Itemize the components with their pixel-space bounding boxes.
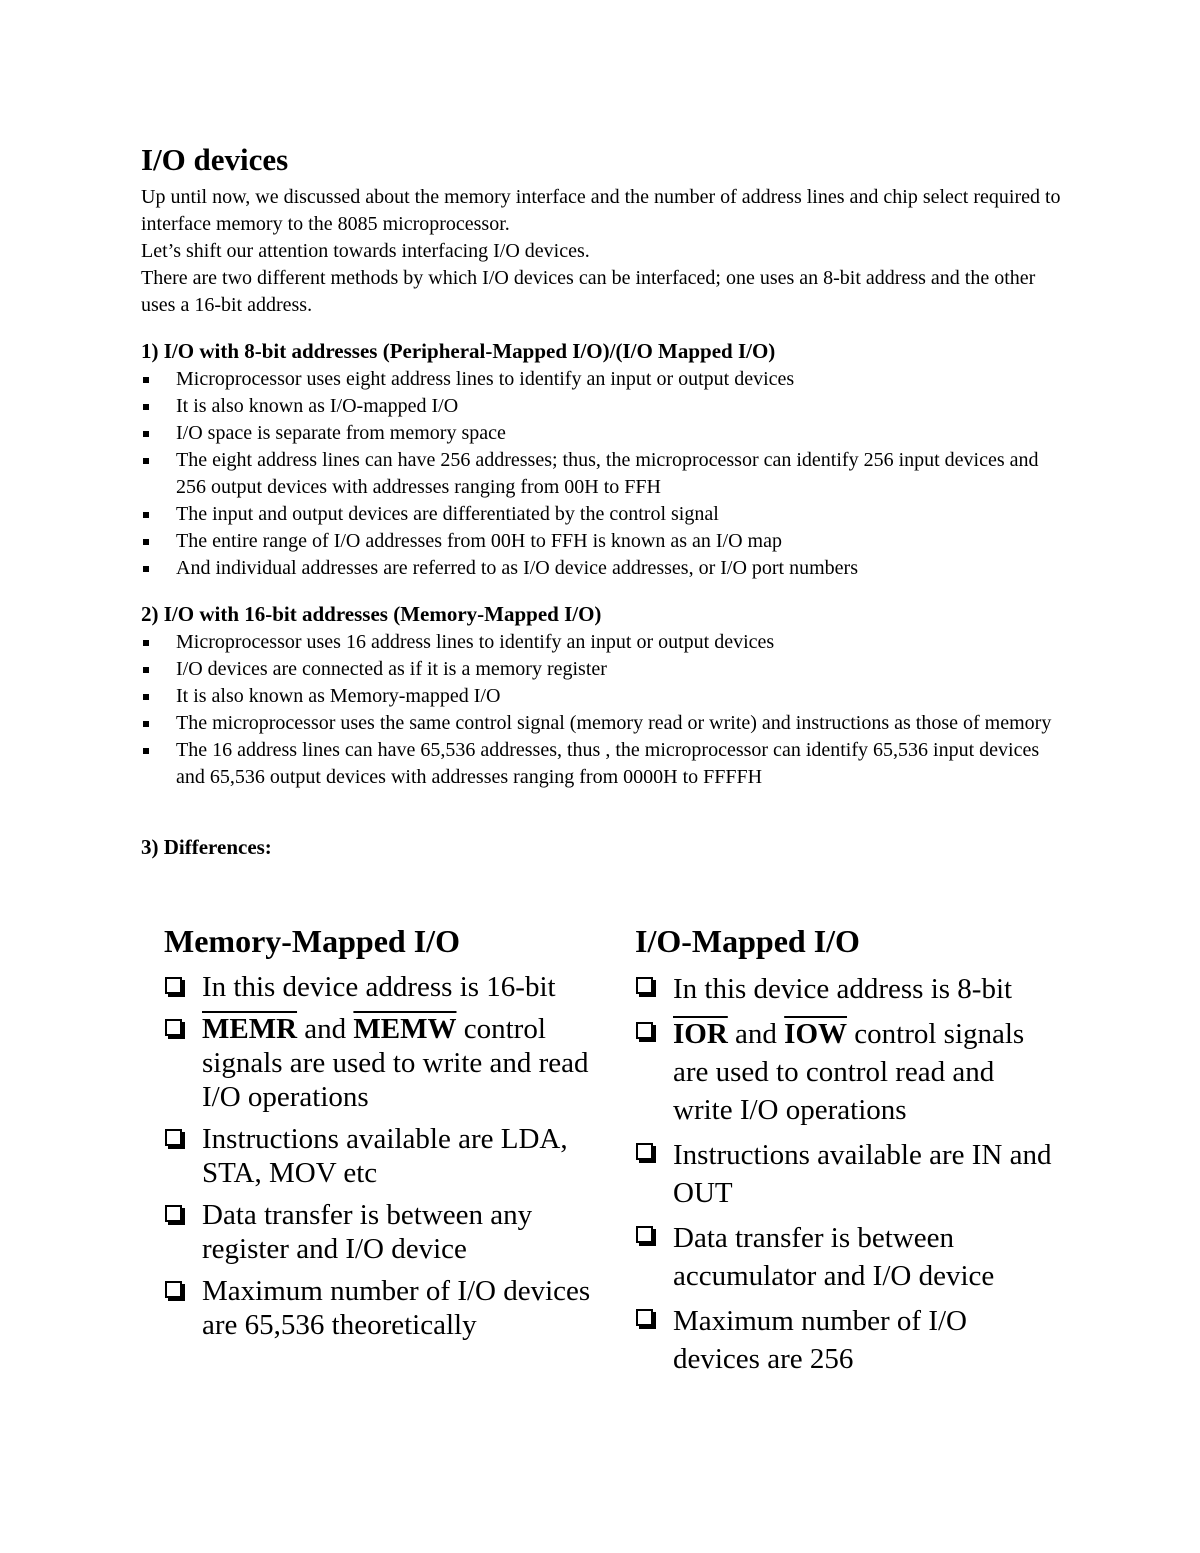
page-title: I/O devices: [141, 142, 289, 177]
square-bullet-icon: [143, 640, 149, 646]
io-mapped-column: [635, 920, 1055, 1385]
square-bullet-icon: [143, 377, 149, 383]
section-8bit-heading: 1) I/O with 8-bit addresses (Peripheral-Mapped I/O)/(I/O Mapped I/O): [141, 339, 776, 363]
list-item: Data transfer is between accumulator and I/O device: [635, 1219, 1055, 1295]
intro-paragraph-3: There are two different methods by which I/O devices can be interfaced; one uses an 8-bit address and the other uses a 16-bit address.: [141, 267, 1036, 316]
square-bullet-icon: [143, 404, 149, 410]
io-mapped-list: [635, 970, 1055, 1378]
checkbox-bullet-icon: [636, 1143, 653, 1160]
list-item: The entire range of I/O addresses from 00H to FFH is known as an I/O map: [141, 528, 1066, 555]
list-item: Microprocessor uses 16 address lines to identify an input or output devices: [141, 629, 1066, 656]
checkbox-bullet-icon: [636, 1226, 653, 1243]
section-8bit: [141, 337, 1066, 582]
square-bullet-icon: [143, 748, 149, 754]
square-bullet-icon: [143, 694, 149, 700]
checkbox-bullet-icon: [165, 977, 182, 994]
list-item: Data transfer is between any register and I/O device: [164, 1198, 604, 1266]
section-8bit-list: [141, 366, 1066, 582]
list-item: Maximum number of I/O devices are 65,536 theoretically: [164, 1274, 604, 1342]
square-bullet-icon: [143, 566, 149, 572]
list-item: Instructions available are IN and OUT: [635, 1136, 1055, 1212]
list-item: It is also known as I/O-mapped I/O: [141, 393, 1066, 420]
intro-paragraph-2: Let’s shift our attention towards interfacing I/O devices.: [141, 240, 590, 262]
list-item: $\overline{IOR}$ and $\overline{IOW}$ control signals are used to control read and write I/O operations: [635, 1015, 1055, 1129]
square-bullet-icon: [143, 458, 149, 464]
list-item: The microprocessor uses the same control signal (memory read or write) and instructions as those of memory: [141, 710, 1066, 737]
list-item: I/O space is separate from memory space: [141, 420, 1066, 447]
list-item: The 16 address lines can have 65,536 addresses, thus , the microprocessor can identify 65,536 input devices and 65,536 output devices with addresses ranging from 0000H to FFFFH: [141, 737, 1066, 791]
section-differences-heading: 3) Differences:: [141, 835, 272, 859]
ior-signal: $\overline{IOR}$: [673, 1018, 728, 1050]
list-item: It is also known as Memory-mapped I/O: [141, 683, 1066, 710]
io-mapped-title: I/O-Mapped I/O: [635, 923, 860, 959]
square-bullet-icon: [143, 721, 149, 727]
memory-mapped-column: [164, 920, 604, 1350]
list-item: MEMR and MEMW control signals are used to write and read I/O operations: [164, 1012, 604, 1114]
checkbox-bullet-icon: [165, 1281, 182, 1298]
square-bullet-icon: [143, 431, 149, 437]
checkbox-bullet-icon: [165, 1205, 182, 1222]
list-item: The eight address lines can have 256 addresses; thus, the microprocessor can identify 256 input devices and 256 output devices with addresses ranging from 00H to FFH: [141, 447, 1066, 501]
list-item: Instructions available are LDA, STA, MOV etc: [164, 1122, 604, 1190]
document-page: [141, 140, 1066, 862]
checkbox-bullet-icon: [165, 1019, 182, 1036]
list-item: In this device address is 16-bit: [164, 970, 604, 1004]
square-bullet-icon: [143, 667, 149, 673]
section-16bit-heading: 2) I/O with 16-bit addresses (Memory-Mapped I/O): [141, 602, 602, 626]
iow-signal: $\overline{IOW}$: [784, 1018, 848, 1050]
memory-mapped-title: Memory-Mapped I/O: [164, 923, 460, 959]
square-bullet-icon: [143, 512, 149, 518]
section-16bit-list: [141, 629, 1066, 791]
list-item: The input and output devices are differentiated by the control signal: [141, 501, 1066, 528]
checkbox-bullet-icon: [636, 977, 653, 994]
list-item: And individual addresses are referred to as I/O device addresses, or I/O port numbers: [141, 555, 1066, 582]
memw-signal: MEMW: [353, 1013, 457, 1045]
checkbox-bullet-icon: [636, 1022, 653, 1039]
differences-comparison: [164, 920, 1064, 1400]
intro-paragraph-1: Up until now, we discussed about the memory interface and the number of address lines and chip select required to interface memory to the 8085 microprocessor.: [141, 186, 1061, 235]
section-16bit: [141, 600, 1066, 791]
list-item: Microprocessor uses eight address lines to identify an input or output devices: [141, 366, 1066, 393]
memory-mapped-list: [164, 970, 604, 1342]
list-item: I/O devices are connected as if it is a memory register: [141, 656, 1066, 683]
checkbox-bullet-icon: [165, 1129, 182, 1146]
list-item: In this device address is 8-bit: [635, 970, 1055, 1008]
checkbox-bullet-icon: [636, 1309, 653, 1326]
square-bullet-icon: [143, 539, 149, 545]
memr-signal: MEMR: [202, 1013, 298, 1045]
list-item: Maximum number of I/O devices are 256: [635, 1302, 1055, 1378]
